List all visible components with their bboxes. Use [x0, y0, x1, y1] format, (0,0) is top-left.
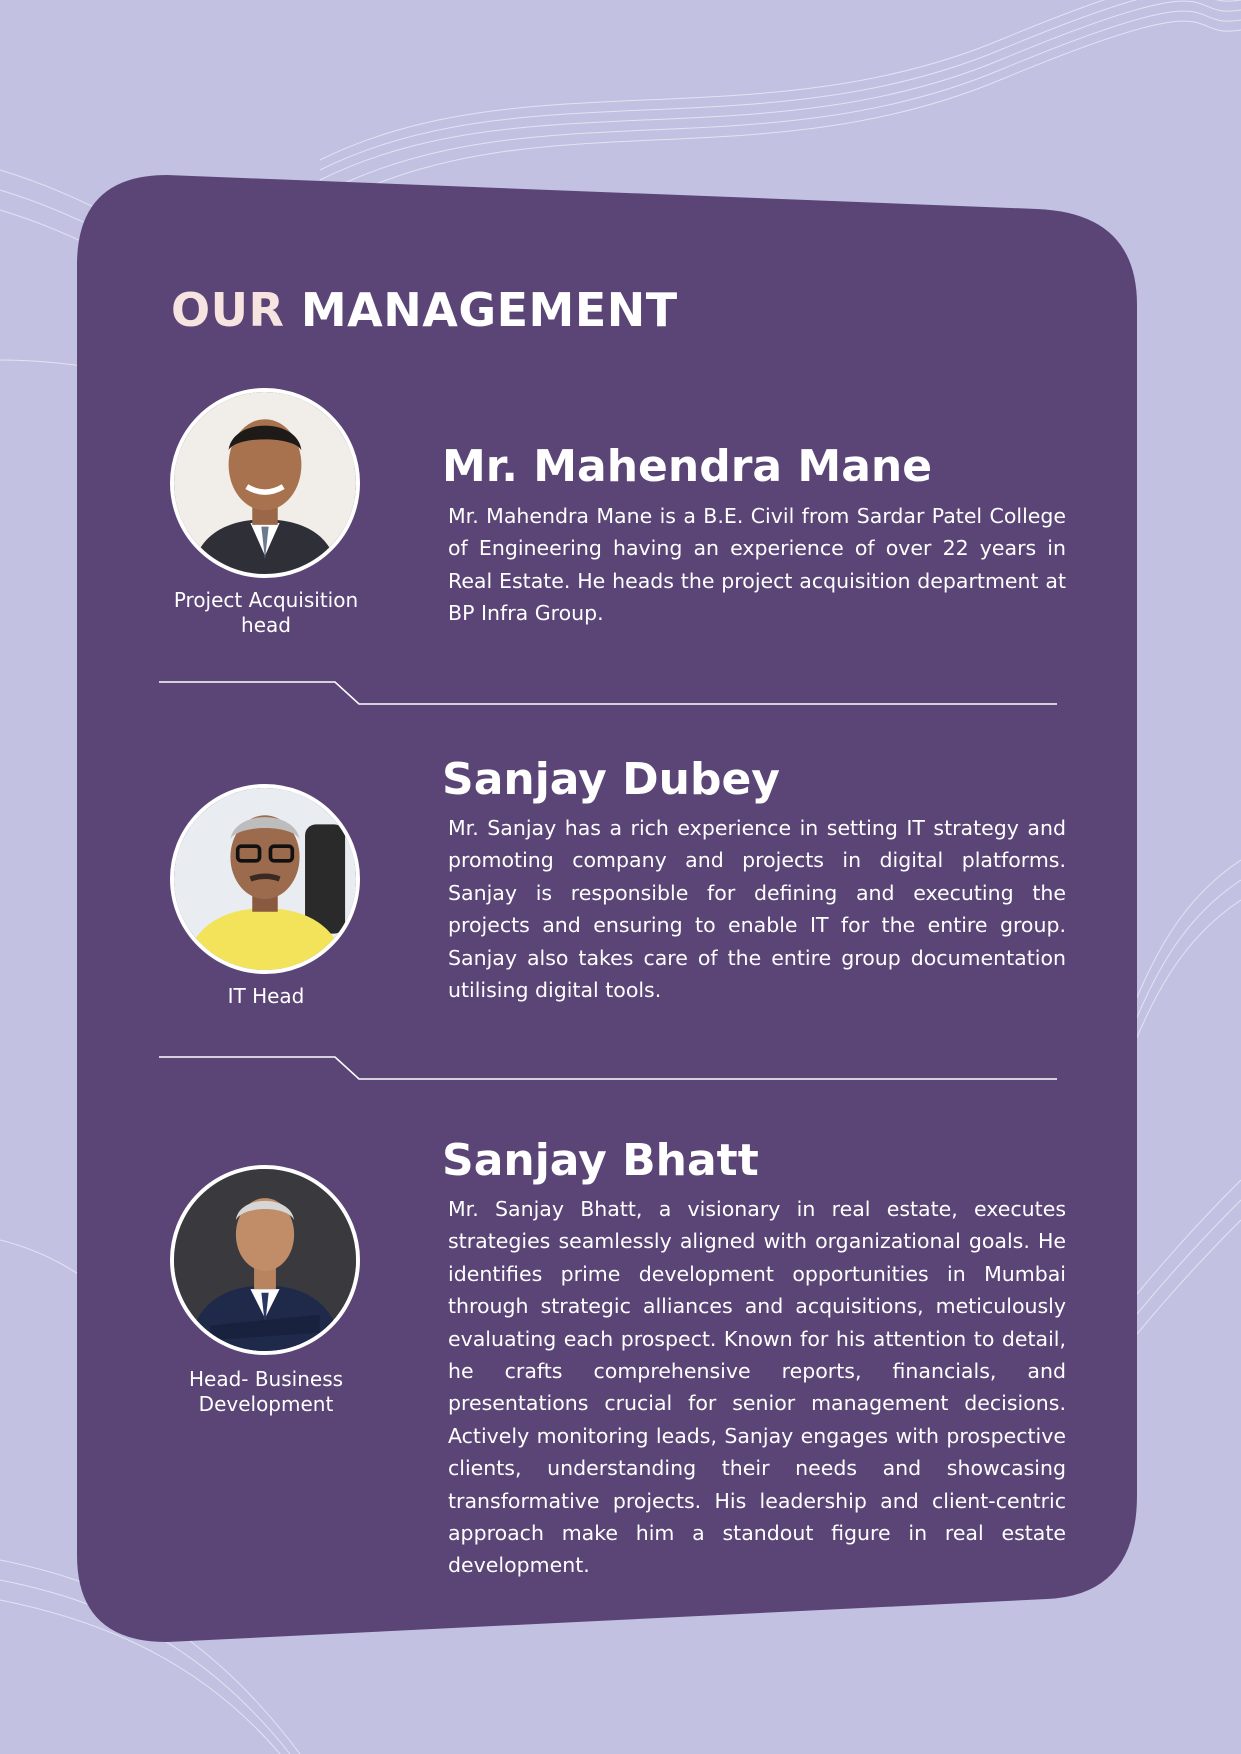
member-role: IT Head — [227, 984, 305, 1008]
section-divider — [159, 1055, 1057, 1081]
section-divider — [159, 680, 1057, 706]
member-role: Head- Business Development — [188, 1367, 344, 1416]
page-title — [171, 282, 678, 338]
member-bio: Mr. Mahendra Mane is a B.E. Civil from Sardar Patel College of Engineering having an experience of over 22 years in Real Estate. He heads the project acquisition department at BP Infra Group. — [448, 504, 1066, 626]
member-bio: Mr. Sanjay Bhatt, a visionary in real estate, executes strategies seamlessly aligned with organizational goals. He identifies prime development opportunities in Mumbai through strategic alliances and acquisitions, meticulously evaluating each prospect. Known for his attention to detail, he crafts comprehensive reports, financials, and presentations crucial for senior management decisions. Actively monitoring leads, Sanjay engages with prospective clients, understanding their needs and showcasing transformative projects. His leadership and client-centric approach make him a standout figure in real estate development. — [448, 1197, 1066, 1578]
title-accent: OUR — [171, 283, 285, 337]
member-role: Project Acquisition head — [173, 588, 359, 637]
portrait-photo-icon — [170, 784, 360, 974]
member-name: Mr. Mahendra Mane — [442, 441, 933, 492]
portrait-photo-icon — [170, 1165, 360, 1355]
member-bio: Mr. Sanjay has a rich experience in setting IT strategy and promoting company and projects in digital platforms. Sanjay is responsible for defining and executing the projects and ensuring to enable IT for the entire group. Sanjay also takes care of the entire group documentation utilising digital tools. — [448, 816, 1066, 1003]
title-main: MANAGEMENT — [300, 283, 678, 337]
member-name: Sanjay Dubey — [442, 754, 780, 805]
member-name: Sanjay Bhatt — [442, 1135, 759, 1186]
portrait-photo-icon — [170, 388, 360, 578]
